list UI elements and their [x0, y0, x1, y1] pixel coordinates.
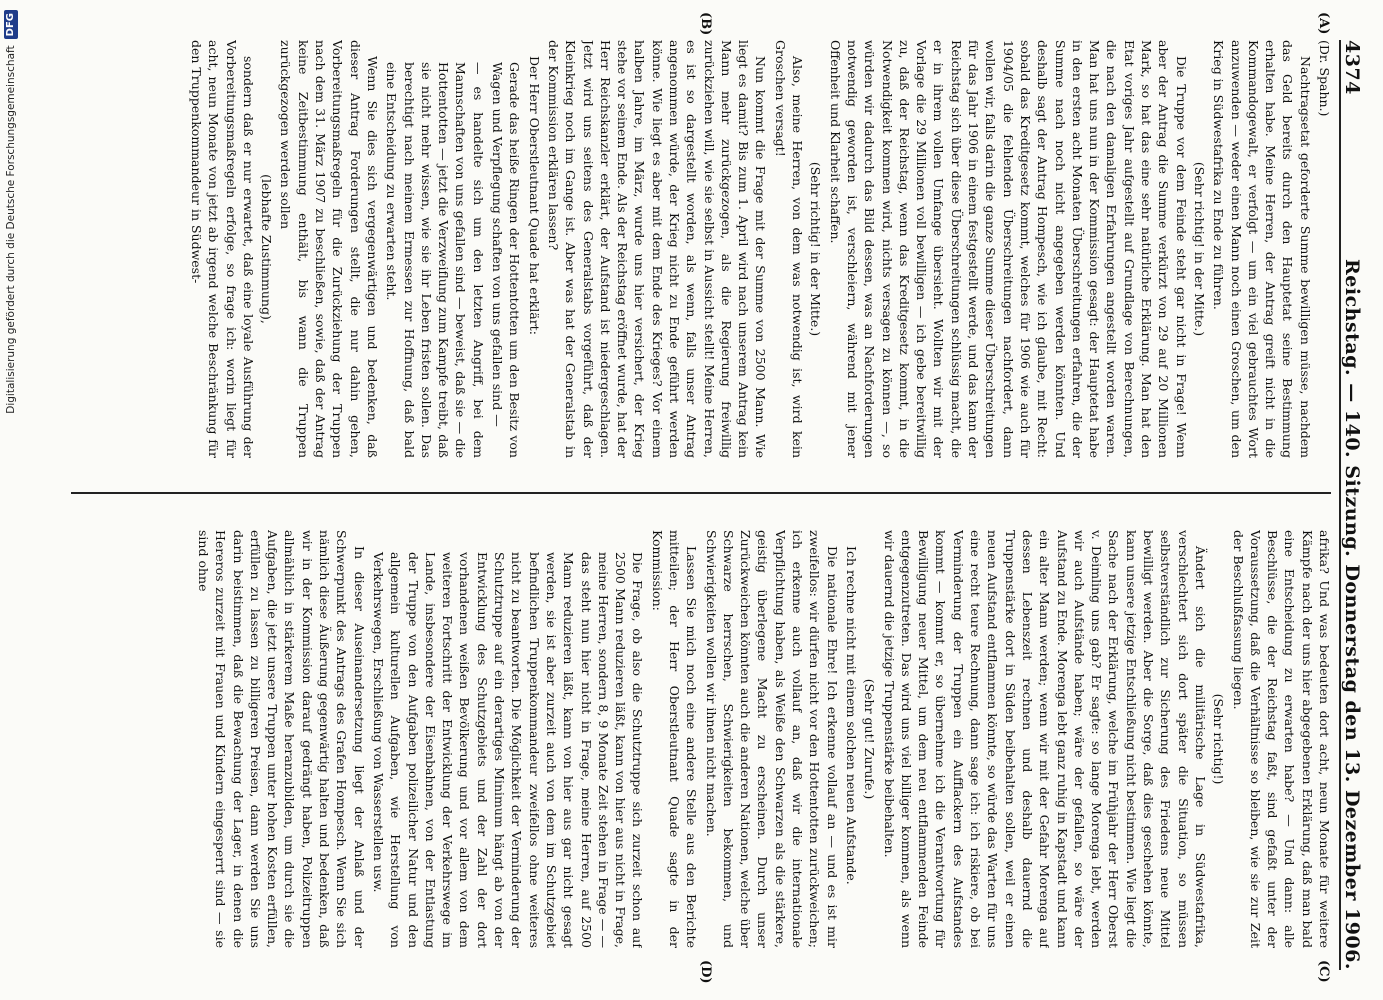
interjection: (lebhafte Zustimmung),: [259, 174, 275, 324]
page-number: 4374: [1341, 40, 1363, 95]
paragraph: In dieser Auseinandersetzung liegt der Anlaß und der Schwerpunkt des Antrags des Grafen Hompesch. Wenn Sie sich nämlich diese Äußerung gegenwärtig halten und bedenken, daß wir in der Kommission darauf gedrängt haben, Polizeitruppen allmählich in stärkerem Maße heranzubilden, um durch sie die Aufgaben, die jetzt unsere Truppen unter hohen Kosten erfüllen, erfüllen zu lassen zu billigeren Preisen, dann werden Sie uns darin beistimmen, daß die Bewachung der Lager, in denen die Hereros zurzeit mit Frauen und Kindern eingesperrt sind — sie sind ohne: [196, 530, 367, 948]
interjection: (Sehr gut! Zurufe.): [862, 678, 878, 800]
paragraph: Nachtragsetat geforderte Summe bewilligen müsse, nachdem das Geld bereits durch den Hauptetat seine Bestimmung erhalten habe. Meine Herren, der Antrag greift nicht in die Kommandogewalt, er verfolgt — um ein viel gebrauchtes Wort anzuwenden — weder einen Mann noch einen Groschen, um den Krieg in Südwestafrika zu Ende zu führen.: [1211, 40, 1313, 458]
paragraph: Ändert sich die militärische Lage in Südwestafrika, verschlechtert sich dort später die Situation, so müssen selbstverständlich zur Sicherung des Friedens neue Mittel bewilligt werden. Aber die Sorge, daß dies geschehen könnte, kann unsere jetzige Entschließung nicht bestimmen. Wie liegt die Sache nach der Erklärung, welche im Frühjahr der Herr Oberst v. Deimling uns gab? Er sagte: so lange Morenga lebt, werden wir auch Aufstände haben; wäre der gefallen, so wäre der Aufstand zu Ende. Morenga lebt ganz ruhig in Kapstadt und kann ein alter Mann werden; wenn wir mit der Gefahr Morenga auf dessen Lebenszeit rechnen und deshalb dauernd die Truppenstärke dort in Süden beibehalten sollen, weil er einen neuen Aufstand entflammen könnte, so würde das Warten für uns eine recht teure Rechnung, dann sage ich: ich riskiere, ob bei Verminderung der Truppen ein Aufflackern des Aufstandes kommt — kommt er, so übernehme ich die Verantwortung für Bewilligung neuer Mittel, um dem neu entflammenden Feinde entgegenzutreten. Das wird uns viel billiger kommen, als wenn wir dauernd die jetzige Truppenstärke beibehalten.: [881, 530, 1208, 948]
quoted-passage: Gerade das heiße Ringen der Hottentotten um den Besitz von Wagen und Verpflegung schaften von uns gefallen sind —: [490, 62, 523, 458]
margin-marker-a: (A): [1316, 12, 1331, 35]
running-title: Reichstag. — 140. Sitzung. Donnerstag den 13. Dezember 1906.: [1341, 258, 1363, 970]
margin-marker-d: (D): [698, 960, 713, 984]
digitization-credit: [0, 0, 22, 1000]
paragraph: Die nationale Ehre! Ich erkenne vollauf an — und es ist mir zweifellos: wir dürfen nicht vor den Hottentotten zurückweichen; ich erkenne auch vollauf an, daß wir die internationale Verpflichtung haben, als Weiße den Schwarzen als die stärkere, geistig überlegene Macht zu erscheinen. Durch unser Zurückweichen könnten auch die anderen Nationen, welche über Schwarze herrschen, Schwierigkeiten bekommen, und Schwierigkeiten wollen wir ihnen nicht machen.: [703, 530, 840, 948]
speaker-label: (Dr. Spahn.): [1317, 40, 1332, 117]
margin-marker-c: (C): [1316, 960, 1331, 983]
quoted-passage: Die Frage, ob also die Schutztruppe sich zurzeit schon auf 2500 Mann reduzieren läßt, kann von hier aus nicht in Frage, meine Herren, sondern 8, 9 Monate Zeit stehen in Frage — — das steht nun hier nicht in Frage, meine Herren, auf 2500 Mann reduzieren läßt, kann von hier aus gar nicht gesagt werden, sie ist aber zurzeit auch von dem im Schutzgebiet befindlichen Truppenkommandeur zweifellos ohne weiteres nicht zu beantworten. Die Möglichkeit der Verminderung der Schutztruppe auf ein derartiges Minimum hängt ab von der Entwicklung des Schutzgebiets und der Zahl der dort vorhandenen weißen Bevölkerung und vor allem von dem weiteren Fortschritt der Entwicklung der Verkehrswege im Lande, insbesondere der Eisenbahnen, von der Entlastung der Truppe von den Aufgaben polizeilicher Natur und den allgemein kulturellen Aufgaben, wie Herstellung von Verkehrswegen, Erschließung von Wasserstellen usw.: [370, 552, 646, 948]
paragraph: afrika? Und was bedeuten dort acht, neun Monate für weitere Kämpfe nach der uns hier abgegebenen Erklärung, daß man bald eine Entscheidung zu erwarten habe? — Und dann: alle Beschlüsse, die der Reichstag faßt, sind gefaßt unter der Voraussetzung, daß die Verhältnisse so bleiben, wie sie zur Zeit der Beschlußfassung liegen.: [1230, 530, 1332, 948]
credit-text: Digitalisierung gefördert durch die Deutsche Forschungsgemeinschaft: [5, 45, 17, 414]
quoted-passage: — es handelte sich um den letzten Angriff, bei dem Mannschaften von uns gefallen sind — beweist, daß sie — die Hottentotten — jetzt die Verzweiflung zum Kampfe treibt, daß sie nicht mehr wissen, wie sie ihr Leben fristen sollen. Das berechtigt nach meinem Ermessen zur Hoffnung, daß bald eine Entscheidung zu erwarten steht.: [384, 62, 486, 458]
interjection: (Sehr richtig! in der Mitte.): [1191, 161, 1207, 337]
dfg-logo: DFG: [4, 10, 18, 39]
paragraph: Nun kommt die Frage mit der Summe von 2500 Mann. Wie liegt es damit? Bis zum 1. April wird nach unserem Antrag kein Mann mehr zurückgezogen, als die Regierung freiwillig zurückziehen will, wie sie selbst in Aussicht stellt! Meine Herren, es ist so dargestellt worden, als wenn, falls unser Antrag angenommen würde, der Krieg nicht zu Ende geführt werden könne. Wie liegt es aber mit dem Ende des Krieges? Vor einem halben Jahre, im März, wurde uns hier versichert, der Krieg stehe vor seinem Ende. Als der Reichstag eröffnet wurde, hat der Herr Reichskanzler erklärt, der Aufstand ist niedergeschlagen. Jetzt wird uns seitens des Generalstabs vorgeführt, daß der Kleinkrieg noch im Gange ist. Aber was hat der Generalstab in der Kommission erklären lassen?: [545, 40, 769, 458]
page-header: [1339, 40, 1375, 970]
paragraph: Lassen Sie mich noch eine andere Stelle aus den Berichte mitteilen; der Herr Oberstleutnant Quade sagte in der Kommission:: [649, 530, 700, 948]
paragraph: sondern daß er nur erwartet, daß eine loyale Ausführung der Vorbereitungsmaßregeln erfolge, so frage ich: worin liegt für acht, neun Monate von jetzt ab irgend welche Beschränkung für den Truppenkommandeur in Südwest-: [189, 40, 256, 458]
paragraph: Ich rechne nicht mit einem solchen neuen Aufstande.: [843, 546, 859, 885]
margin-marker-b: (B): [698, 12, 713, 36]
paragraph: Also, meine Herren, von dem was notwendig ist, wird kein Groschen versagt!: [772, 40, 806, 458]
right-column: [63, 530, 1333, 948]
interjection: (Sehr richtig! in der Mitte.): [808, 161, 824, 337]
paragraph: Die Truppe vor dem Feinde steht gar nicht in Frage! Wenn aber der Antrag die Summe verkürzt von 29 auf 20 Millionen Mark, so hat das eine sehr natürliche Erklärung. Man hat den Etat voriges Jahr aufgestellt auf Grundlage von Berechnungen, die nach den damaligen Erfahrungen angestellt worden waren. Man hat uns nun in der Kommission gesagt: der Hauptetat habe in den ersten acht Monaten Überschreitungen erfahren, die der Summe nach noch nicht angegeben werden könnten. Und deshalb sagt der Antrag Hompesch, wie ich glaube, mit Recht: sobald das Kreditgesetz kommt, welches für 1906 wie auch für 1904/05 die fehlenden Überschreitungen nachfordert, dann wollen wir, falls darin die ganze Summe dieser Überschreitungen für das Jahr 1906 in einem festgestellt werde, und das kann der Reichstag sich über diese Überschreitungen schlüssig macht, die er in ihrem vollen Umfange übersieht. Wollten wir mit der Vorlage die 29 Millionen voll bewilligen — ich gebe bereitwillig zu, daß der Reichstag, wenn das Kreditgesetz kommt, in die Notwendigkeit kommen wird, nichts versagen zu können —, so würden wir dadurch das Bild dessen, was an Nachforderungen notwendig geworden ist, verschleiern, während mit jener Offenheit und Klarheit schaffen.: [827, 40, 1189, 458]
paragraph: Wenn Sie dies sich vergegenwärtigen und bedenken, daß dieser Antrag Forderungen stellt, die nur dahin gehen, Vorbereitungsmaßregeln für die Zurückziehung der Truppen nach dem 31. März 1907 zu beschließen, sowie, daß der Antrag keine Zeitbestimmung enthält, bis wann die Truppen zurückgezogen werden sollen: [278, 40, 380, 458]
left-column: [63, 40, 1333, 458]
interjection: (Sehr richtig!): [1211, 693, 1227, 785]
paragraph: Der Herr Oberstleutnant Quade hat erklärt:: [526, 56, 542, 335]
column-divider: [71, 492, 1331, 494]
